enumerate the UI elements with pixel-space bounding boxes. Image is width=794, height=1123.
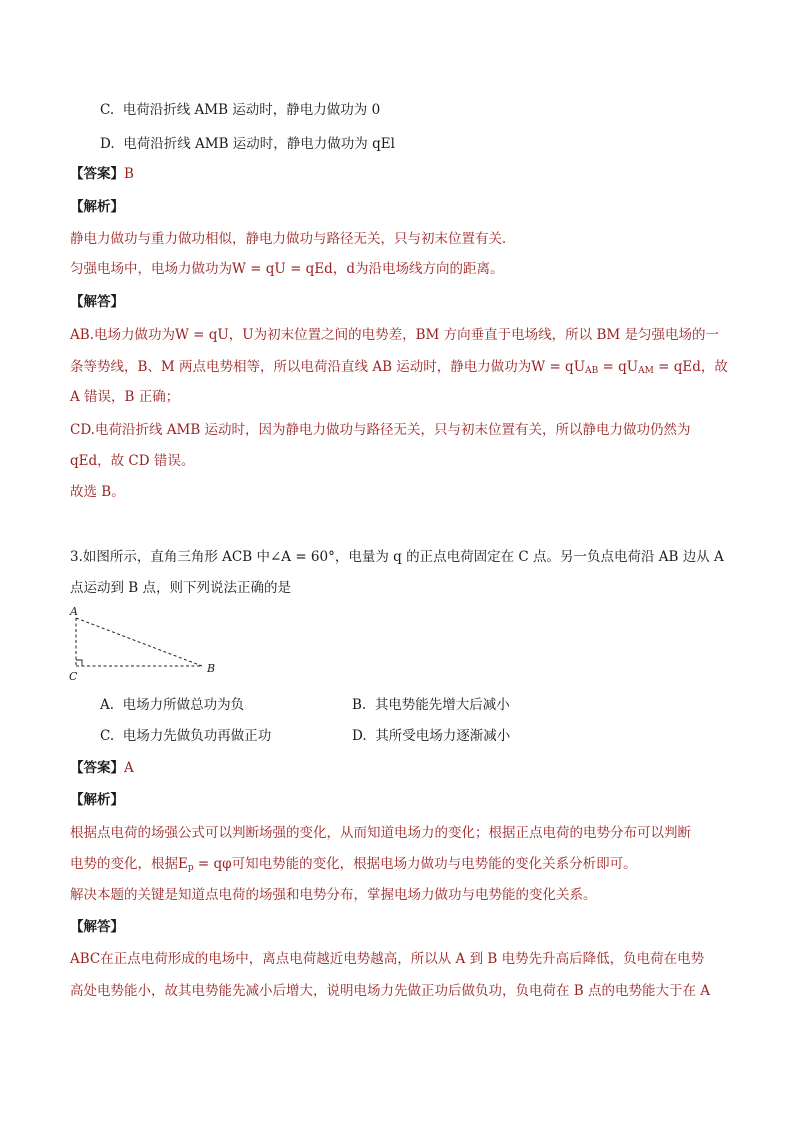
label-b: B xyxy=(207,662,216,675)
option-text: 其所受电场力逐渐减小 xyxy=(375,728,511,744)
q3-stem-line-1: 3.如图所示，直角三角形 ACB 中∠A = 60°，电量为 q 的正点电荷固定在 C 点。另一负点电荷沿 AB 边从 A xyxy=(70,549,724,565)
q3-analysis-line-3: 解决本题的关键是知道点电荷的场强和电势分布，掌握电场力做功与电势能的变化关系。 xyxy=(70,887,597,903)
q3-option-b xyxy=(352,695,510,715)
q2-solution-line-5: qEd，故 CD 错误。 xyxy=(70,453,195,469)
q3-solution-line-2: 高处电势能小，故其电势能先减小后增大，说明电场力先做正功后做负功，负电荷在 B 点的电势能大于在 A xyxy=(70,983,711,999)
option-text: 电荷沿折线 AMB 运动时，静电力做功为 0 xyxy=(122,102,381,118)
label-a: A xyxy=(70,605,78,618)
triangle-diagram xyxy=(66,604,226,684)
subscript: AB xyxy=(585,366,599,376)
text-run: 电势的变化，根据E xyxy=(70,856,188,872)
option-letter: B. xyxy=(352,697,367,713)
q3-answer xyxy=(70,758,134,778)
q2-answer xyxy=(70,164,134,184)
answer-value: B xyxy=(124,166,134,182)
answer-value: A xyxy=(124,760,134,776)
answer-tag: 【答案】 xyxy=(70,760,124,776)
option-letter: C. xyxy=(100,102,115,118)
text-run: = qU xyxy=(598,359,639,375)
q3-analysis-tag: 【解析】 xyxy=(70,792,124,808)
option-text: 其电势能先增大后减小 xyxy=(374,697,510,713)
edge-ab xyxy=(76,618,202,666)
option-letter: D. xyxy=(100,136,115,152)
q3-analysis-line-1: 根据点电荷的场强公式可以判断场强的变化，从而知道电场力的变化；根据正点电荷的电势分布可以判断 xyxy=(70,825,691,841)
q2-option-d xyxy=(100,134,395,154)
q2-option-c xyxy=(100,100,380,120)
q2-analysis-line-1: 静电力做功与重力做功相似，静电力做功与路径无关，只与初末位置有关． xyxy=(70,231,516,247)
option-letter: C. xyxy=(100,728,115,744)
q3-analysis-line-2 xyxy=(70,854,637,878)
q2-solution-line-4: CD.电荷沿折线 AMB 运动时，因为静电力做功与路径无关，只与初末位置有关，所以静电力做功仍然为 xyxy=(70,422,691,438)
answer-tag: 【答案】 xyxy=(70,166,124,182)
q3-solution-tag: 【解答】 xyxy=(70,919,124,935)
text-run: = qEd，故 xyxy=(653,359,728,375)
option-letter: D. xyxy=(352,728,367,744)
option-text: 电荷沿折线 AMB 运动时，静电力做功为 qEl xyxy=(123,136,395,152)
q3-option-a xyxy=(100,695,244,715)
q2-analysis-line-2: 匀强电场中，电场力做功为W = qU = qEd，d为沿电场线方向的距离。 xyxy=(70,261,504,277)
text-run: 条等势线，B、M 两点电势相等，所以电荷沿直线 AB 运动时，静电力做功为W = qU xyxy=(70,359,586,375)
q3-solution-line-1: ABC在正点电荷形成的电场中，离点电荷越近电势越高，所以从 A 到 B 电势先升高后降低，负电荷在电势 xyxy=(70,951,705,967)
q2-conclusion: 故选 B。 xyxy=(70,484,125,500)
option-letter: A. xyxy=(100,697,115,713)
subscript: AM xyxy=(638,366,654,376)
q3-option-c xyxy=(100,726,271,746)
q2-solution-line-1: AB.电场力做功为W = qU，U为初末位置之间的电势差，BM 方向垂直于电场线，所以 BM 是匀强电场的一 xyxy=(70,327,719,343)
label-c: C xyxy=(69,670,78,683)
q3-stem-line-2: 点运动到 B 点，则下列说法正确的是 xyxy=(70,580,292,596)
q2-analysis-tag: 【解析】 xyxy=(70,199,124,215)
subscript: p xyxy=(187,863,194,873)
option-text: 电场力所做总功为负 xyxy=(122,697,245,713)
option-text: 电场力先做负功再做正功 xyxy=(122,728,272,744)
text-run: = qφ可知电势能的变化，根据电场力做功与电势能的变化关系分析即可。 xyxy=(193,856,637,872)
right-angle-mark xyxy=(76,660,82,666)
q2-solution-tag: 【解答】 xyxy=(70,294,124,310)
q3-option-d xyxy=(352,726,510,746)
q2-solution-line-2 xyxy=(70,357,728,381)
q2-solution-line-3: A 错误，B 正确； xyxy=(70,389,180,405)
